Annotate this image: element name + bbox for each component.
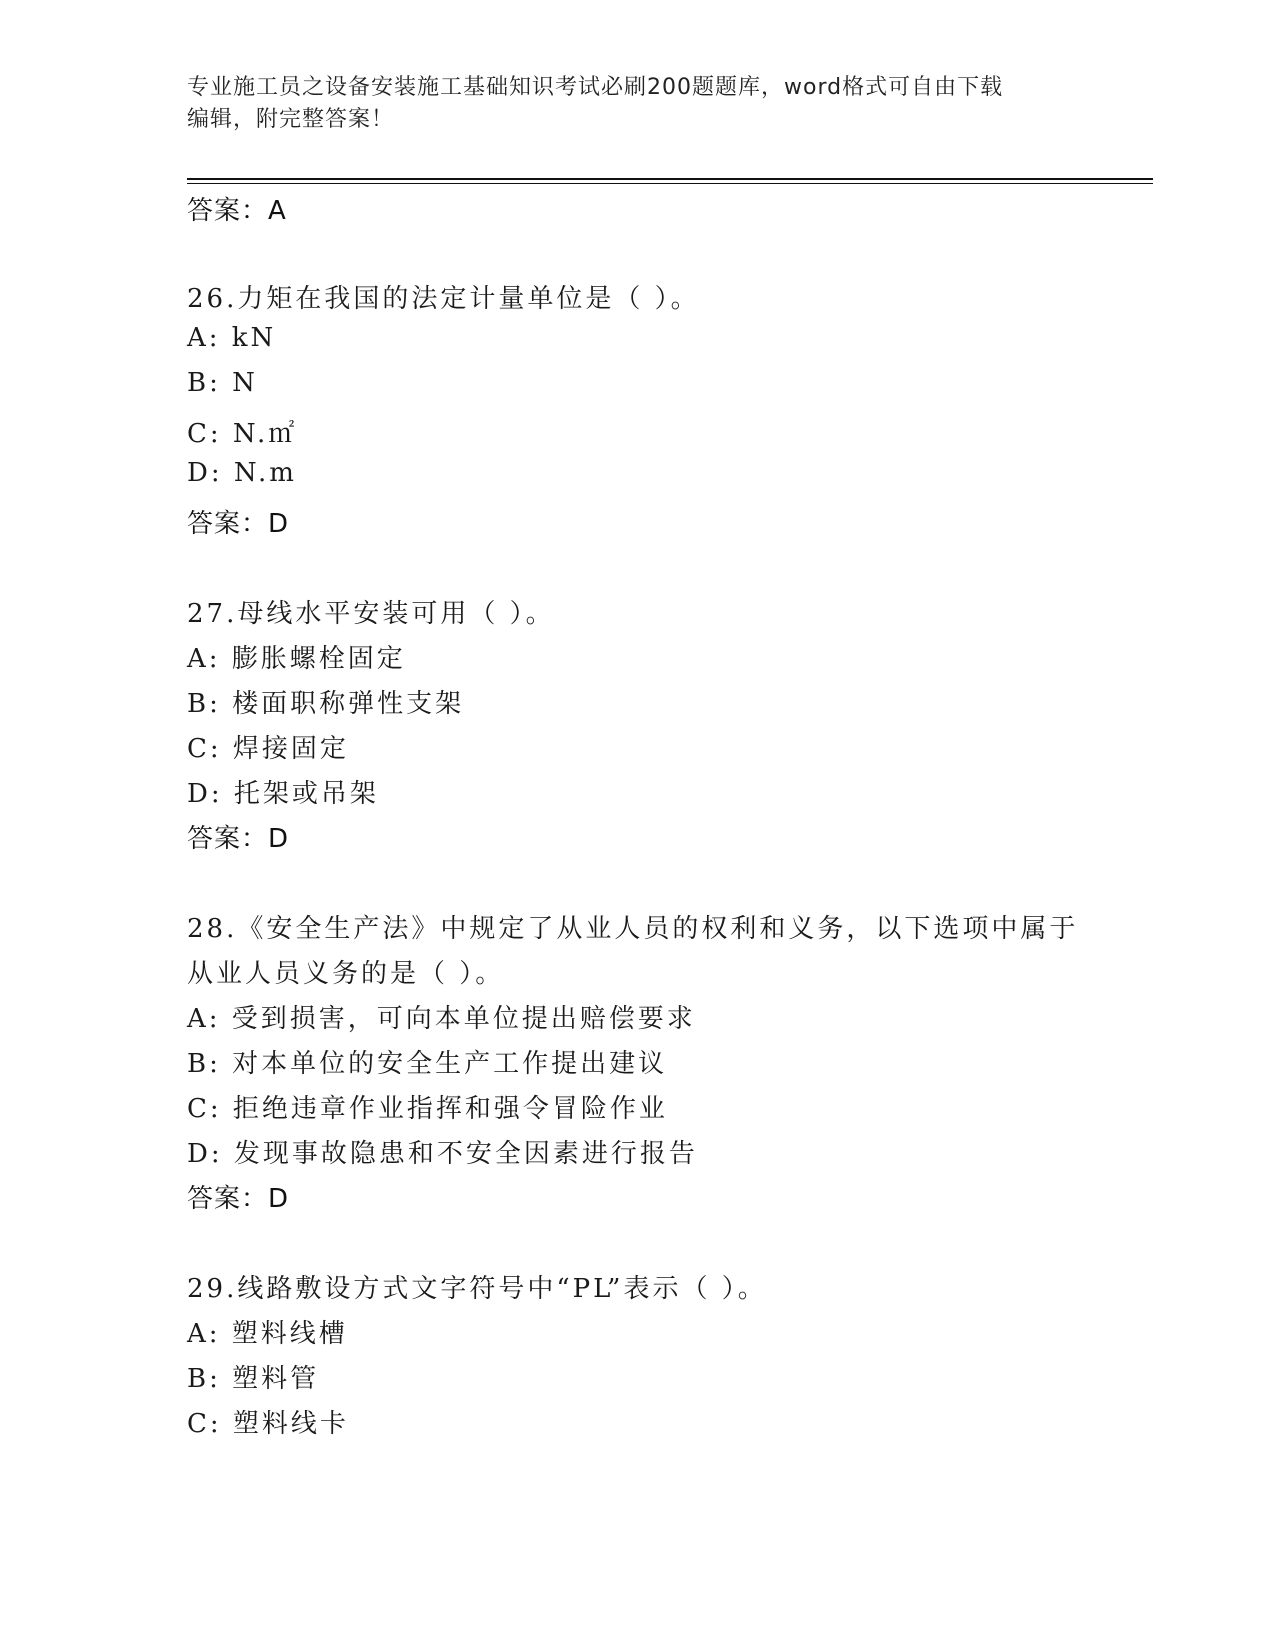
previous-answer: 答案：A	[187, 196, 287, 226]
header-divider-thin	[187, 183, 1153, 184]
question-29-option-a: A: 塑料线槽	[187, 1319, 348, 1349]
question-28-option-d: D: 发现事故隐患和不安全因素进行报告	[187, 1139, 698, 1169]
question-27-stem: 27.母线水平安装可用（ ）。	[187, 599, 555, 629]
question-28-stem-line-1: 28.《安全生产法》中规定了从业人员的权利和义务，以下选项中属于	[187, 914, 1079, 944]
question-28-option-b: B: 对本单位的安全生产工作提出建议	[187, 1049, 668, 1079]
header-title-line-1: 专业施工员之设备安装施工基础知识考试必刷200题题库，word格式可自由下载	[187, 75, 1004, 100]
question-27-option-d: D: 托架或吊架	[187, 779, 379, 809]
question-27-option-b: B: 楼面职称弹性支架	[187, 689, 465, 719]
question-28-answer: 答案：D	[187, 1184, 290, 1214]
question-26-stem: 26.力矩在我国的法定计量单位是（ ）。	[187, 284, 700, 314]
question-28-option-c: C: 拒绝违章作业指挥和强令冒险作业	[187, 1094, 668, 1124]
question-27-option-c: C: 焊接固定	[187, 734, 349, 764]
question-27-answer: 答案：D	[187, 824, 290, 854]
question-26-option-c: C: N.㎡	[187, 419, 298, 449]
header-title-line-2: 编辑，附完整答案！	[187, 107, 395, 132]
question-27-option-a: A: 膨胀螺栓固定	[187, 644, 406, 674]
question-28-stem-line-2: 从业人员义务的是（ ）。	[187, 959, 505, 989]
question-29-option-b: B: 塑料管	[187, 1364, 320, 1394]
question-29-stem: 29.线路敷设方式文字符号中“PL”表示（ ）。	[187, 1274, 767, 1304]
question-28-option-a: A: 受到损害，可向本单位提出赔偿要求	[187, 1004, 696, 1034]
document-header	[187, 72, 1087, 136]
question-26-option-d: D: N.m	[187, 458, 297, 488]
question-26-answer: 答案：D	[187, 509, 290, 539]
question-26-option-a: A: kN	[187, 323, 277, 353]
header-divider-thick	[187, 178, 1153, 180]
question-26-option-b: B: N	[187, 368, 258, 398]
question-29-option-c: C: 塑料线卡	[187, 1409, 349, 1439]
